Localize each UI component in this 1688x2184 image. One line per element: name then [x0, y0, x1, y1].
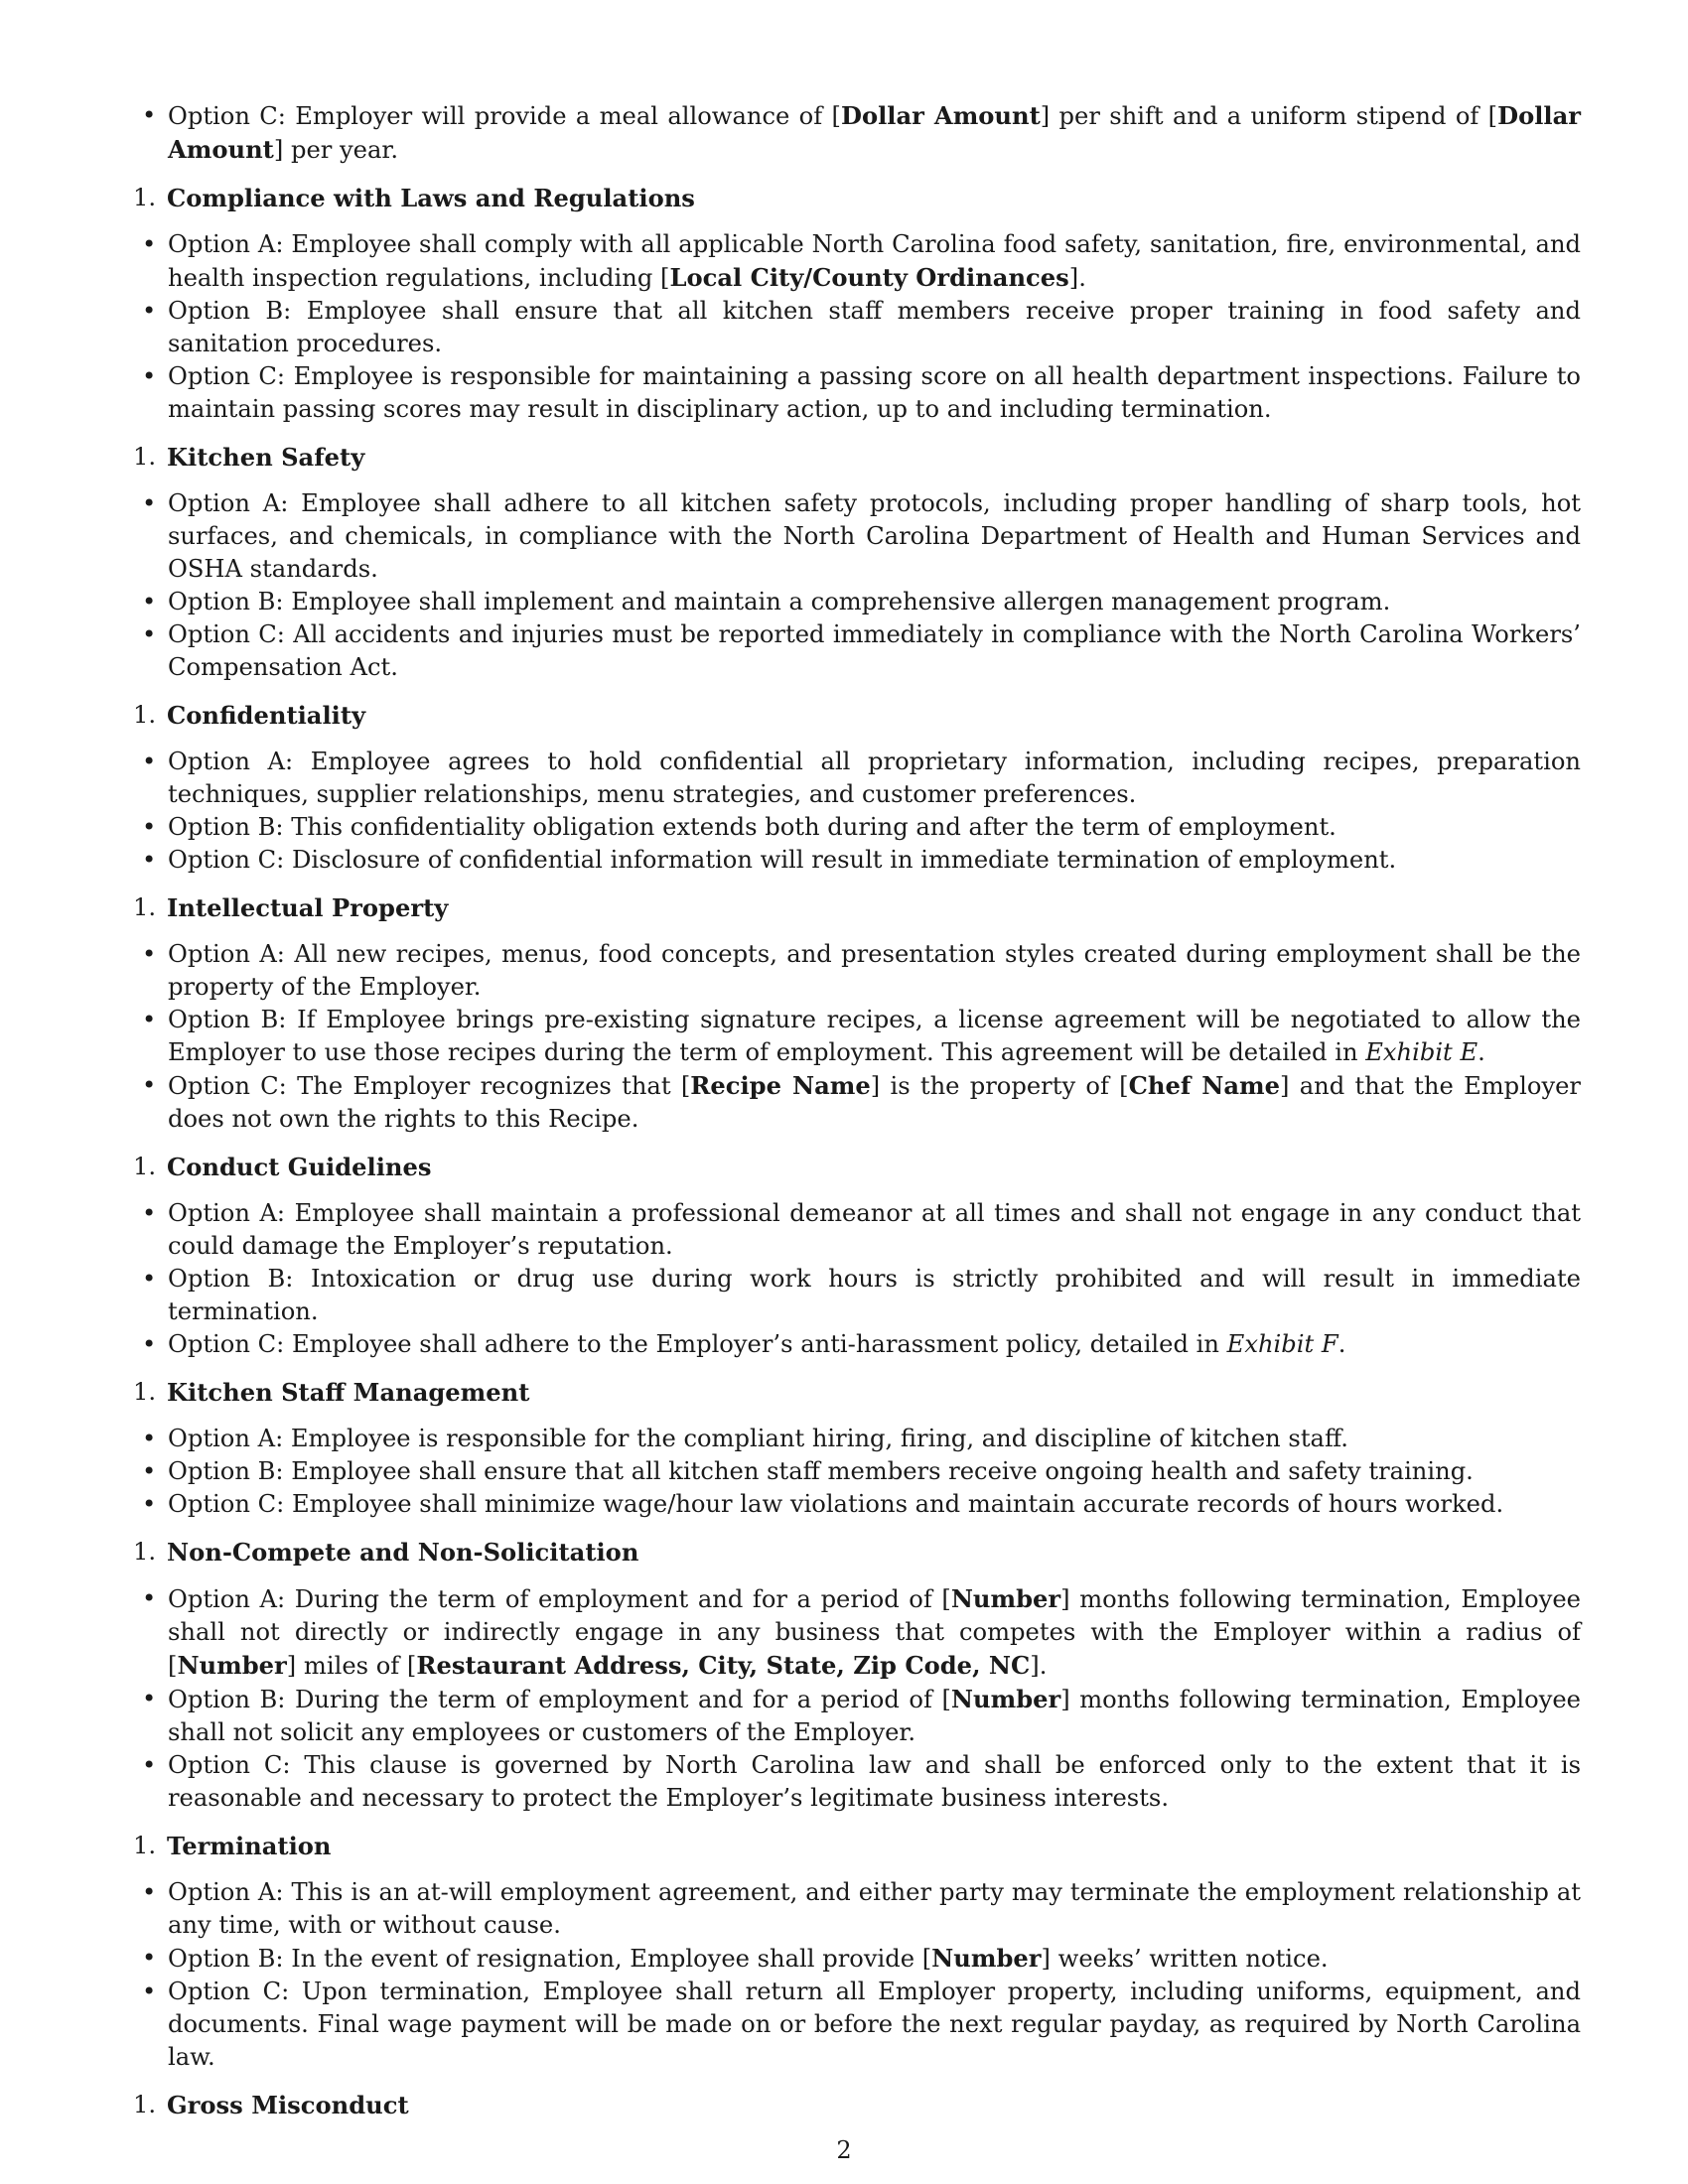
text-run: Option C: The Employer recognizes that [ [168, 1072, 691, 1100]
placeholder-text: Dollar Amount [168, 101, 1582, 164]
bullet-icon: • [142, 1944, 157, 1972]
text-run: ] and that the Employer does not own the rights to this Recipe. [168, 1072, 1581, 1133]
list-item [142, 487, 1581, 586]
text-run: Option B: In the event of resignation, Employee shall provide [ [168, 1945, 932, 1973]
list-item [142, 746, 1581, 811]
document-body [133, 99, 1582, 2135]
bullet-icon: • [142, 1006, 157, 1033]
section-heading [133, 182, 1581, 214]
text-run: Option A: All new recipes, menus, food concepts, and presentation styles created during employment shall be the property of the Employer. [168, 940, 1581, 1001]
text-run: Option B: This confidentiality obligation extends both during and after the term of employment. [168, 813, 1336, 841]
text-run: Option C: This clause is governed by North Carolina law and shall be enforced only to the extent that it is reasonable and necessary to protect the Employer’s legitimate business interests. [168, 1751, 1581, 1812]
text-run: Option A: Employee is responsible for the compliant hiring, firing, and discipline of kitchen staff. [168, 1425, 1348, 1452]
list-item [142, 1942, 1581, 1976]
placeholder-text: Restaurant Address, City, State, Zip Code, NC [416, 1651, 1031, 1680]
text-run: Option B: If Employee brings pre-existing signature recipes, a license agreement will be negotiated to allow the Employer to use those recipes during the term of employment. This agreement will be detailed in [168, 1006, 1581, 1066]
text-run: . [1477, 1038, 1485, 1066]
text-run: ] is the property of [ [870, 1072, 1129, 1100]
list-item [142, 1749, 1581, 1815]
text-run: ] per shift and a uniform stipend of [ [1040, 102, 1498, 130]
bullet-icon: • [142, 362, 157, 390]
bullet-icon: • [142, 1490, 157, 1518]
list-item [142, 99, 1582, 167]
text-run: ]. [1068, 264, 1086, 292]
section-title: Termination [167, 1832, 332, 1860]
placeholder-text: Number [177, 1651, 287, 1680]
bullet-icon: • [142, 748, 157, 775]
list-item [142, 1876, 1581, 1942]
text-run: Option B: Employee shall ensure that all kitchen staff members receive proper training in food safety and sanitation procedures. [168, 297, 1581, 357]
bullet-icon: • [142, 620, 157, 648]
list-item [142, 618, 1581, 684]
text-run: ] months following termination, Employee shall not solicit any employees or customers of the Employer. [168, 1686, 1581, 1746]
text-run: Option C: Upon termination, Employee shall return all Employer property, including uniforms, equipment, and documents. Final wage payment will be made on or before the next regular payday, as required by North Carolina law. [168, 1978, 1581, 2071]
page-number: 2 [836, 2136, 852, 2164]
text-run: ] weeks’ written notice. [1041, 1945, 1329, 1973]
text-run: Option C: All accidents and injuries must be reported immediately in compliance with the North Carolina Workers’ Compensation Act. [168, 620, 1581, 681]
placeholder-text: Number [931, 1944, 1042, 1973]
list-item [142, 1197, 1581, 1263]
text-run: Option C: Disclosure of confidential information will result in immediate termination of employment. [168, 846, 1397, 874]
section-heading [133, 1376, 1581, 1409]
text-run: Option C: Employee shall minimize wage/hour law violations and maintain accurate records of hours worked. [168, 1490, 1504, 1518]
option-list [142, 99, 1582, 167]
bullet-icon: • [142, 1199, 157, 1227]
section-title: Compliance with Laws and Regulations [167, 184, 695, 212]
option-list [142, 1197, 1581, 1361]
exhibit-reference: Exhibit F [1226, 1330, 1338, 1358]
list-item [142, 1683, 1581, 1749]
section-title: Confidentiality [167, 701, 366, 730]
section-heading [133, 1536, 1581, 1569]
list-item [142, 1582, 1581, 1683]
section-title: Non-Compete and Non-Solicitation [167, 1538, 639, 1567]
section-title: Gross Misconduct [167, 2091, 409, 2119]
section-number: 1. [133, 184, 157, 211]
placeholder-text: Recipe Name [690, 1071, 871, 1100]
text-run: ] miles of [ [286, 1652, 417, 1680]
section-number: 1. [133, 893, 157, 921]
list-item [142, 938, 1581, 1004]
bullet-icon: • [142, 588, 157, 615]
list-item [142, 360, 1581, 426]
section-heading [133, 1151, 1581, 1183]
section-heading [133, 2089, 1581, 2121]
option-list [142, 746, 1581, 877]
section-number: 1. [133, 2091, 157, 2118]
list-item [142, 295, 1581, 360]
text-run: Option C: Employee is responsible for maintaining a passing score on all health department inspections. Failure to maintain passing scores may result in disciplinary action, up to and including termination. [168, 362, 1581, 423]
bullet-icon: • [142, 230, 157, 258]
section-heading [133, 891, 1581, 924]
option-list [142, 1423, 1581, 1521]
list-item [142, 1263, 1581, 1328]
bullet-icon: • [142, 940, 157, 968]
section-heading [133, 441, 1581, 474]
option-list [142, 1876, 1581, 2074]
option-list [142, 1582, 1581, 1815]
text-run: Option B: Intoxication or drug use during work hours is strictly prohibited and will result in immediate termination. [168, 1265, 1581, 1325]
bullet-icon: • [142, 1685, 157, 1712]
placeholder-text: Number [950, 1584, 1061, 1613]
exhibit-reference: Exhibit E [1365, 1038, 1478, 1066]
placeholder-text: Dollar Amount [840, 101, 1041, 130]
text-run: Option A: Employee shall maintain a professional demeanor at all times and shall not engage in any conduct that could damage the Employer’s reputation. [168, 1199, 1581, 1260]
bullet-icon: • [142, 813, 157, 841]
option-list [142, 228, 1581, 426]
section-heading [133, 699, 1581, 732]
bullet-icon: • [142, 1878, 157, 1906]
text-run: ] per year. [273, 136, 399, 164]
section-number: 1. [133, 443, 157, 471]
text-run: Option C: Employee shall adhere to the Employer’s anti-harassment policy, detailed in [168, 1330, 1227, 1358]
bullet-icon: • [142, 1265, 157, 1293]
section-title: Intellectual Property [167, 893, 449, 922]
text-run: Option A: Employee shall adhere to all kitchen safety protocols, including proper handling of sharp tools, hot surfaces, and chemicals, in compliance with the North Carolina Department of Health and Human Services and OSHA standards. [168, 489, 1581, 583]
section-number: 1. [133, 1378, 157, 1406]
list-item [142, 1488, 1581, 1521]
bullet-icon: • [142, 846, 157, 874]
bullet-icon: • [142, 1071, 157, 1099]
section-number: 1. [133, 1153, 157, 1180]
bullet-icon: • [142, 1584, 157, 1612]
list-item [142, 1976, 1581, 2074]
list-item [142, 586, 1581, 618]
bullet-icon: • [142, 1457, 157, 1485]
text-run: Option B: During the term of employment and for a period of [ [168, 1686, 951, 1713]
list-item [142, 228, 1581, 295]
list-item [142, 844, 1581, 877]
section-title: Conduct Guidelines [167, 1153, 432, 1181]
bullet-icon: • [142, 1425, 157, 1452]
option-list [142, 487, 1581, 684]
text-run: ] months following termination, Employee shall not directly or indirectly engage in any business that competes with the Employer within a radius of [ [168, 1585, 1581, 1680]
text-run: . [1337, 1330, 1346, 1358]
section-number: 1. [133, 1832, 157, 1859]
bullet-icon: • [142, 1751, 157, 1779]
placeholder-text: Local City/County Ordinances [669, 263, 1069, 292]
bullet-icon: • [142, 297, 157, 325]
list-item [142, 1328, 1581, 1361]
list-item [142, 1423, 1581, 1455]
sections-container [133, 182, 1581, 2121]
section-title: Kitchen Staff Management [167, 1378, 530, 1407]
option-list [142, 938, 1581, 1136]
text-run: ]. [1030, 1652, 1048, 1680]
bullet-icon: • [142, 1978, 157, 2005]
text-run: Option C: Employer will provide a meal allowance of [ [168, 102, 841, 130]
list-item [142, 1004, 1581, 1069]
section-title: Kitchen Safety [167, 443, 365, 472]
text-run: Option B: Employee shall ensure that all kitchen staff members receive ongoing health and safety training. [168, 1457, 1474, 1485]
placeholder-text: Number [950, 1685, 1061, 1713]
placeholder-text: Chef Name [1128, 1071, 1281, 1100]
section-number: 1. [133, 701, 157, 729]
list-item [142, 811, 1581, 844]
text-run: Option A: Employee agrees to hold confidential all proprietary information, including recipes, preparation techniques, supplier relationships, menu strategies, and customer preferences. [168, 748, 1581, 808]
list-item [142, 1455, 1581, 1488]
list-item [142, 1069, 1581, 1136]
text-run: Option A: During the term of employment and for a period of [ [168, 1585, 951, 1613]
text-run: Option A: This is an at-will employment agreement, and either party may terminate the employment relationship at any time, with or without cause. [168, 1878, 1581, 1939]
text-run: Option B: Employee shall implement and maintain a comprehensive allergen management program. [168, 588, 1391, 615]
bullet-icon: • [142, 489, 157, 517]
section-number: 1. [133, 1538, 157, 1566]
bullet-icon: • [142, 101, 157, 129]
text-run: Option A: Employee shall comply with all applicable North Carolina food safety, sanitation, fire, environmental, and health inspection regulations, including [ [168, 230, 1581, 292]
section-heading [133, 1830, 1581, 1862]
bullet-icon: • [142, 1330, 157, 1358]
